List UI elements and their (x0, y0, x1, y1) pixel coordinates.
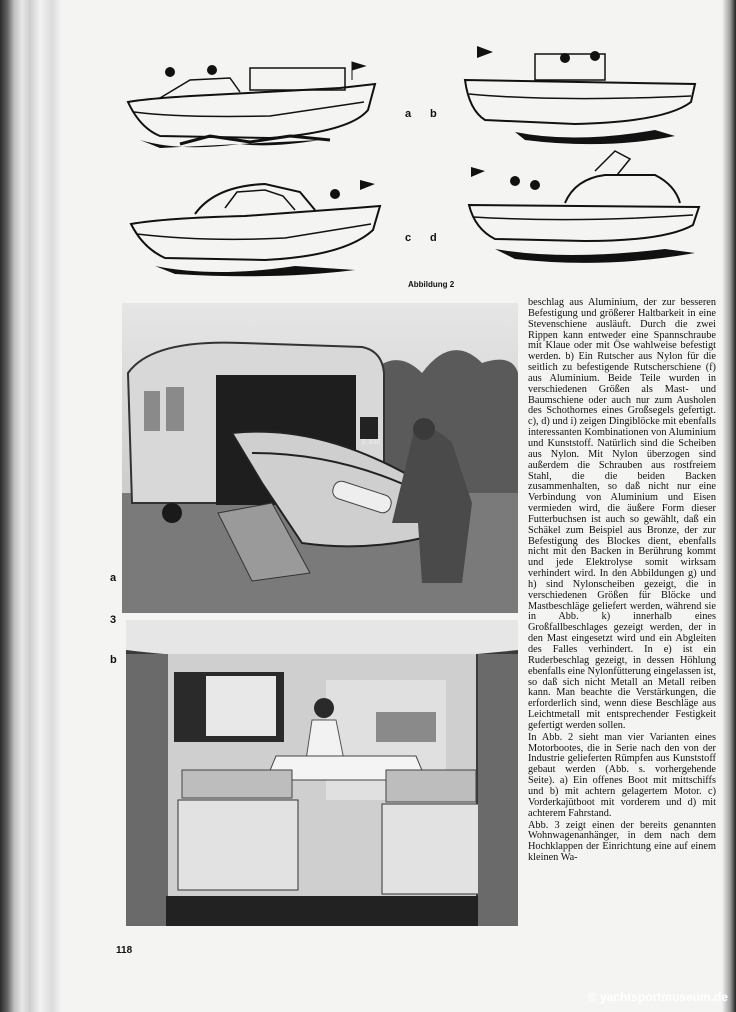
photo-label-number: 3 (110, 614, 117, 626)
photo-caravan-boat (122, 303, 518, 613)
license-plate (360, 417, 378, 439)
page-number: 118 (116, 945, 133, 956)
book-spine (0, 0, 62, 1012)
boat-illustration-a (120, 40, 390, 150)
paragraph-abb2: In Abb. 2 sieht man vier Varianten eines Motorbootes, die in Serie nach den von der Industrie gelieferten Rümpfen aus Kunststoff gebaut werden (Abb. s. vorhergehende Seite). a) Ein offenes Boot mit mittschiffs und b) mit achtern gelagertem Motor. c) Vorderkajütboot mit vorderem und d) mit achterem Fahrstand. (528, 731, 716, 819)
boat-illustration-b (455, 40, 705, 150)
figure-label-a: a (405, 108, 412, 120)
boat-illustration-d (455, 145, 710, 275)
photo-label-a: a (110, 572, 117, 584)
boat-illustration-c (125, 168, 390, 280)
figure-label-c: c (405, 232, 412, 244)
figure-label-b: b (430, 108, 437, 120)
license-plate-text: E 83E (362, 439, 382, 446)
photo-label-b: b (110, 654, 117, 666)
photo-caravan-interior (126, 620, 518, 926)
paragraph-abb3: Abb. 3 zeigt einen der bereits genannten Wohnwagenanhänger, in dem nach dem Hochklappen der Einrichtung eine auf einem kleinen Wa- (528, 819, 716, 864)
page-edge-shadow (722, 0, 736, 1012)
paragraph-beschlag: beschlag aus Aluminium, der zur besseren Befestigung und größerer Haltbarkeit in eine Stevenschiene ausläuft. Durch die zwei Rippen kann entweder eine Spannschraube mit Klaue oder mit Öse wahlweise befestigt werden. b) Ein Rutscher aus Nylon für die seitlich zu befestigende Rutscherschiene (f) aus Aluminium. Beide Teile wurden in verschiedenen Größen als Mast- und Baumschiene oder auch nur zum Ausholen des Schothornes eines Großsegels gefertigt. c), d) und i) zeigen Dingiblöcke mit ebenfalls interessanten Kombinationen von Aluminium und Kunststoff. Natürlich sind die Scheiben aus Nylon. Mit Nylon überzogen sind außerdem die Schrauben aus rostfreiem Stahl, die die beiden Backen zusammenhalten, so daß nicht nur eine Verbindung von Aluminium und Eisen vermieden wird, die äußere Form dieser Futterbuchsen ist auch so gewählt, daß ein Schäkel zum Beispiel aus Bronze, der zur Befestigung des Blockes dient, ebenfalls nicht mit den Backen in Berührung kommt und jede Elektrolyse somit wirksam verhindert wird. In den Abbildungen g) und h) sind Nylonscheiben gezeigt, die in verschiedenen Größen für Blöcke und Mastbeschläge geliefert werden, während sie in Abb. k) innerhalb eines Großfallbeschlages gezeigt werden, der in den Mast eingesetzt wird und ein Abgleiten des Falles verhindert. In e) ist ein Ruderbeschlag gezeigt, in dessen Höhlung ebenfalls eine Nylonfütterung eingelassen ist, so daß sich nicht Metall an Metall reiben kann. Man beachte die Verstärkungen, die erforderlich sind, wenn diese Beschläge aus Leichtmetall mit entsprechender Festigkeit gefertigt werden sollen. (528, 297, 716, 731)
figure-caption: Abbildung 2 (408, 280, 455, 289)
article-text-column (528, 298, 716, 865)
watermark-credit: © yachtsportmuseum.de (587, 990, 728, 1004)
figure-label-d: d (430, 232, 437, 244)
